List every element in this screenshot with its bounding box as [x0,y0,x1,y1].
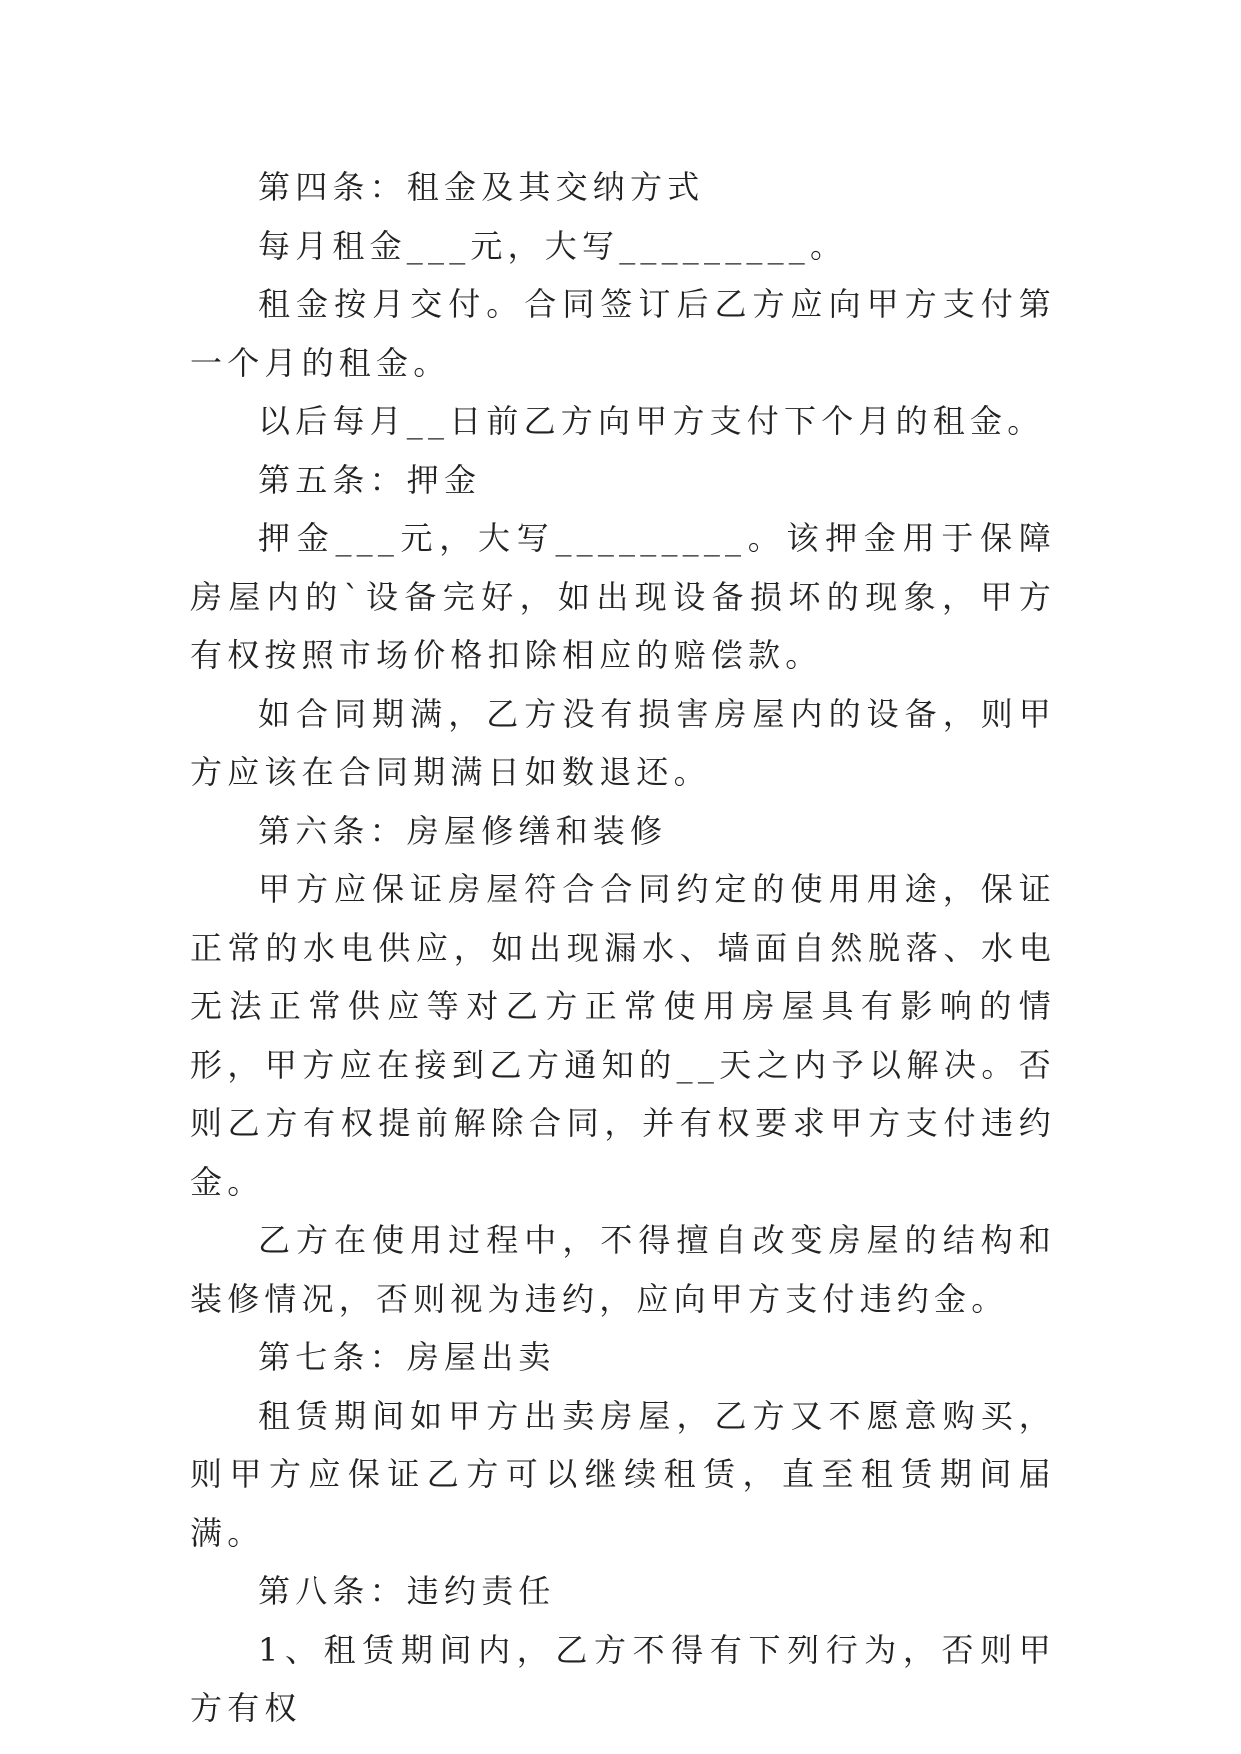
document-body [190,158,1056,1738]
paragraph: 乙方在使用过程中，不得擅自改变房屋的结构和装修情况，否则视为违约，应向甲方支付违约金。 [190,1221,1056,1318]
paragraph: 每月租金___元，大写_________。 [258,226,848,265]
clause-heading-5: 第五条：押金 [258,460,482,499]
paragraph: 1、租赁期间内，乙方不得有下列行为，否则甲方有权 [190,1630,1056,1727]
paragraph: 租赁期间如甲方出卖房屋，乙方又不愿意购买，则甲方应保证乙方可以继续租赁，直至租赁期间届满。 [190,1396,1056,1552]
paragraph: 押金___元，大写_________。该押金用于保障房屋内的`设备完好，如出现设备损坏的现象，甲方有权按照市场价格扣除相应的赔偿款。 [190,519,1056,674]
paragraph: 租金按月交付。合同签订后乙方应向甲方支付第一个月的租金。 [190,285,1056,382]
paragraph: 如合同期满，乙方没有损害房屋内的设备，则甲方应该在合同期满日如数退还。 [190,694,1056,791]
clause-heading-4: 第四条：租金及其交纳方式 [258,168,705,206]
clause-heading-8: 第八条：违约责任 [258,1572,556,1610]
paragraph: 以后每月__日前乙方向甲方支付下个月的租金。 [258,402,1045,440]
paragraph: 甲方应保证房屋符合合同约定的使用用途，保证正常的水电供应，如出现漏水、墙面自然脱落、水电无法正常供应等对乙方正常使用房屋具有影响的情形，甲方应在接到乙方通知的__天之内予以解决。否则乙方有权提前解除合同，并有权要求甲方支付违约金。 [190,870,1056,1201]
clause-heading-6: 第六条：房屋修缮和装修 [258,811,668,850]
clause-heading-7: 第七条：房屋出卖 [258,1338,556,1376]
